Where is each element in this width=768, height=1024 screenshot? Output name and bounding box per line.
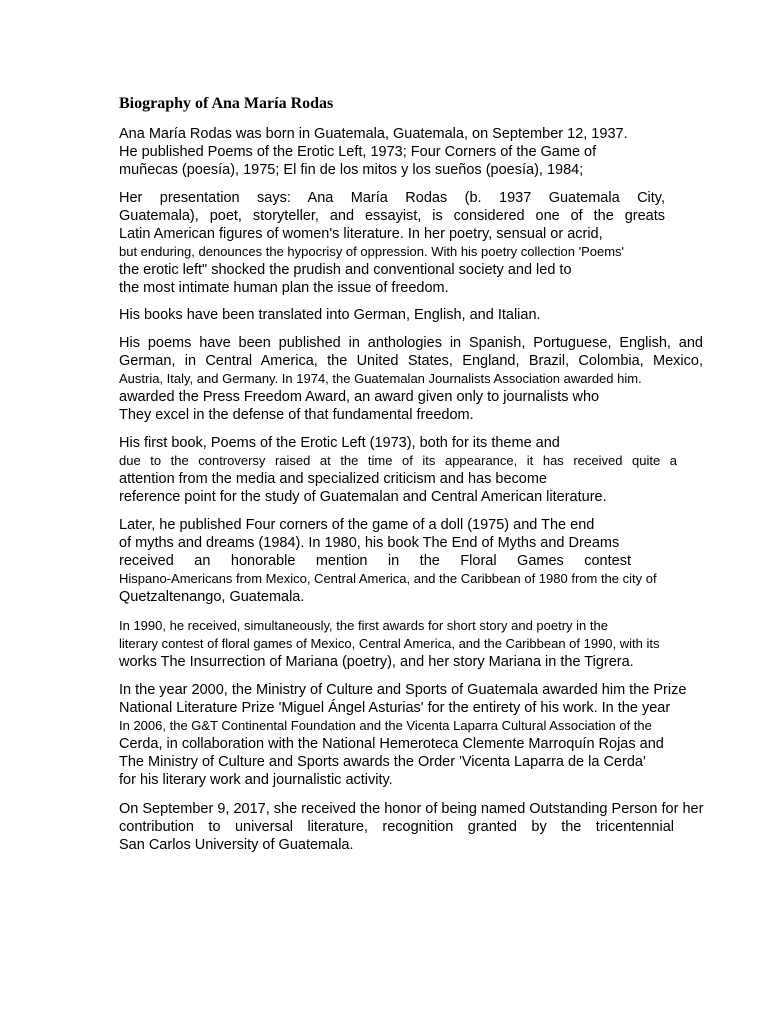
paragraph-2000-2006-awards	[119, 681, 719, 789]
text-line: Cerda, in collaboration with the National Hemeroteca Clemente Marroquín Rojas and	[119, 736, 664, 752]
text-line: attention from the media and specialized criticism and has become	[119, 471, 547, 487]
text-line: Hispano-Americans from Mexico, Central America, and the Caribbean of 1980 from the city of	[119, 571, 657, 586]
text-line: contribution to universal literature, recognition granted by the tricentennial	[119, 819, 674, 835]
text-line: In 2006, the G&T Continental Foundation and the Vicenta Laparra Cultural Association of the	[119, 718, 652, 733]
text-line: literary contest of floral games of Mexico, Central America, and the Caribbean of 1990, with its	[119, 636, 660, 651]
paragraph-first-book	[119, 434, 719, 506]
text-line: Quetzaltenango, Guatemala.	[119, 589, 305, 605]
text-line: Ana María Rodas was born in Guatemala, Guatemala, on September 12, 1937.	[119, 126, 628, 142]
text-line: His books have been translated into German, English, and Italian.	[119, 307, 541, 323]
text-line: of myths and dreams (1984). In 1980, his book The End of Myths and Dreams	[119, 535, 620, 551]
text-line: works The Insurrection of Mariana (poetry), and her story Mariana in the Tigrera.	[119, 654, 634, 670]
text-line: Guatemala), poet, storyteller, and essayist, is considered one of the greats	[119, 208, 665, 224]
paragraph-1990-awards	[119, 617, 719, 671]
text-line: the erotic left" shocked the prudish and conventional society and led to	[119, 262, 572, 278]
text-line: received an honorable mention in the Floral Games contest	[119, 553, 631, 569]
text-line: On September 9, 2017, she received the honor of being named Outstanding Person for her	[119, 801, 704, 817]
text-line: the most intimate human plan the issue of freedom.	[119, 280, 449, 296]
paragraph-translations	[119, 306, 719, 324]
paragraph-birth	[119, 125, 719, 179]
text-line: His poems have been published in anthologies in Spanish, Portuguese, English, and	[119, 335, 703, 351]
text-line: German, in Central America, the United States, England, Brazil, Colombia, Mexico,	[119, 353, 703, 369]
text-line: reference point for the study of Guatemalan and Central American literature.	[119, 489, 607, 505]
text-line: but enduring, denounces the hypocrisy of oppression. With his poetry collection 'Poems'	[119, 244, 625, 259]
text-line: for his literary work and journalistic activity.	[119, 772, 393, 788]
text-line: Her presentation says: Ana María Rodas (b. 1937 Guatemala City,	[119, 190, 665, 206]
text-line: The Ministry of Culture and Sports awards the Order 'Vicenta Laparra de la Cerda'	[119, 754, 646, 770]
text-line: He published Poems of the Erotic Left, 1973; Four Corners of the Game of	[119, 144, 597, 160]
paragraph-2017-honor	[119, 800, 719, 854]
text-line: muñecas (poesía), 1975; El fin de los mitos y los sueños (poesía), 1984;	[119, 162, 584, 178]
text-line: In the year 2000, the Ministry of Culture and Sports of Guatemala awarded him the Prize	[119, 682, 687, 698]
document-title: Biography of Ana María Rodas	[119, 95, 334, 112]
text-line: Latin American figures of women's literature. In her poetry, sensual or acrid,	[119, 226, 603, 242]
text-line: San Carlos University of Guatemala.	[119, 837, 354, 853]
text-line: Austria, Italy, and Germany. In 1974, the Guatemalan Journalists Association awarded him.	[119, 371, 642, 386]
paragraph-presentation	[119, 189, 719, 297]
text-line: due to the controversy raised at the time of its appearance, it has received quite a	[119, 453, 677, 468]
text-line: In 1990, he received, simultaneously, the first awards for short story and poetry in the	[119, 618, 608, 633]
text-line: National Literature Prize 'Miguel Ángel Asturias' for the entirety of his work. In the year	[119, 700, 671, 716]
paragraph-later-works	[119, 516, 719, 606]
paragraph-anthologies	[119, 334, 719, 424]
text-line: awarded the Press Freedom Award, an award given only to journalists who	[119, 389, 600, 405]
text-line: Later, he published Four corners of the game of a doll (1975) and The end	[119, 517, 595, 533]
text-line: His first book, Poems of the Erotic Left (1973), both for its theme and	[119, 435, 560, 451]
text-line: They excel in the defense of that fundamental freedom.	[119, 407, 474, 423]
